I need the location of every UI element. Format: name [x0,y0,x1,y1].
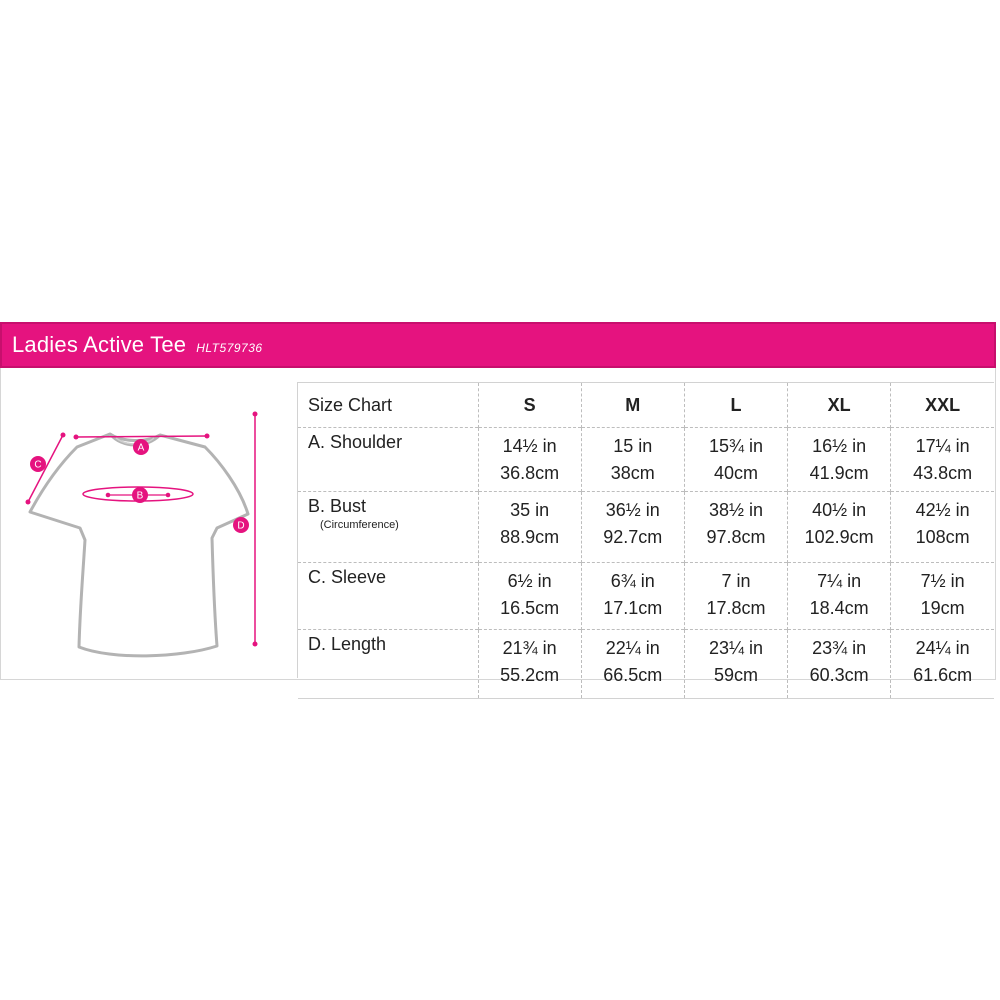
table-cell: 6½ in 16.5cm [478,563,581,630]
product-title: Ladies Active Tee [12,332,187,357]
tshirt-diagram [0,368,296,680]
size-header-row [298,383,994,428]
svg-text:A: A [137,442,145,454]
row-label: D. Length [298,630,478,699]
table-cell: 7¼ in 18.4cm [788,563,891,630]
table-cell: 38½ in 97.8cm [684,492,787,563]
size-header-s: S [478,383,581,428]
table-row-shoulder [298,428,994,492]
table-cell: 7½ in 19cm [891,563,994,630]
table-row-bust [298,492,994,563]
table-cell: 6¾ in 17.1cm [581,563,684,630]
table-cell: 23¾ in 60.3cm [788,630,891,699]
product-code: HLT579736 [196,340,263,355]
tshirt-diagram-icon [0,368,296,680]
table-cell: 15 in 38cm [581,428,684,492]
table-cell: 36½ in 92.7cm [581,492,684,563]
table-row-length [298,630,994,699]
marker-d [233,517,249,533]
size-header-m: M [581,383,684,428]
size-header-xl: XL [788,383,891,428]
table-cell: 35 in 88.9cm [478,492,581,563]
shoulder-line [76,436,207,437]
row-label: B. Bust (Circumference) [298,492,478,563]
tshirt-outline [30,434,248,656]
table-cell: 17¼ in 43.8cm [891,428,994,492]
table-row-sleeve [298,563,994,630]
table-cell: 22¼ in 66.5cm [581,630,684,699]
size-chart-card [0,322,1000,685]
marker-b [132,487,148,503]
table-cell: 16½ in 41.9cm [788,428,891,492]
marker-a [133,439,149,455]
size-header-xxl: XXL [891,383,994,428]
svg-text:D: D [237,520,245,532]
marker-c [30,456,46,472]
table-cell: 40½ in 102.9cm [788,492,891,563]
row-label: A. Shoulder [298,428,478,492]
size-table-wrap [297,382,994,685]
table-cell: 21¾ in 55.2cm [478,630,581,699]
title-banner [0,322,996,368]
size-header-l: L [684,383,787,428]
table-cell: 14½ in 36.8cm [478,428,581,492]
svg-text:B: B [136,490,144,502]
table-cell: 24¼ in 61.6cm [891,630,994,699]
table-cell: 42½ in 108cm [891,492,994,563]
row-label: C. Sleeve [298,563,478,630]
table-cell: 23¼ in 59cm [684,630,787,699]
table-cell: 7 in 17.8cm [684,563,787,630]
svg-text:C: C [34,459,42,471]
table-cell: 15¾ in 40cm [684,428,787,492]
row-sublabel: (Circumference) [320,519,399,531]
size-table [298,382,994,699]
size-chart-label: Size Chart [298,383,478,428]
